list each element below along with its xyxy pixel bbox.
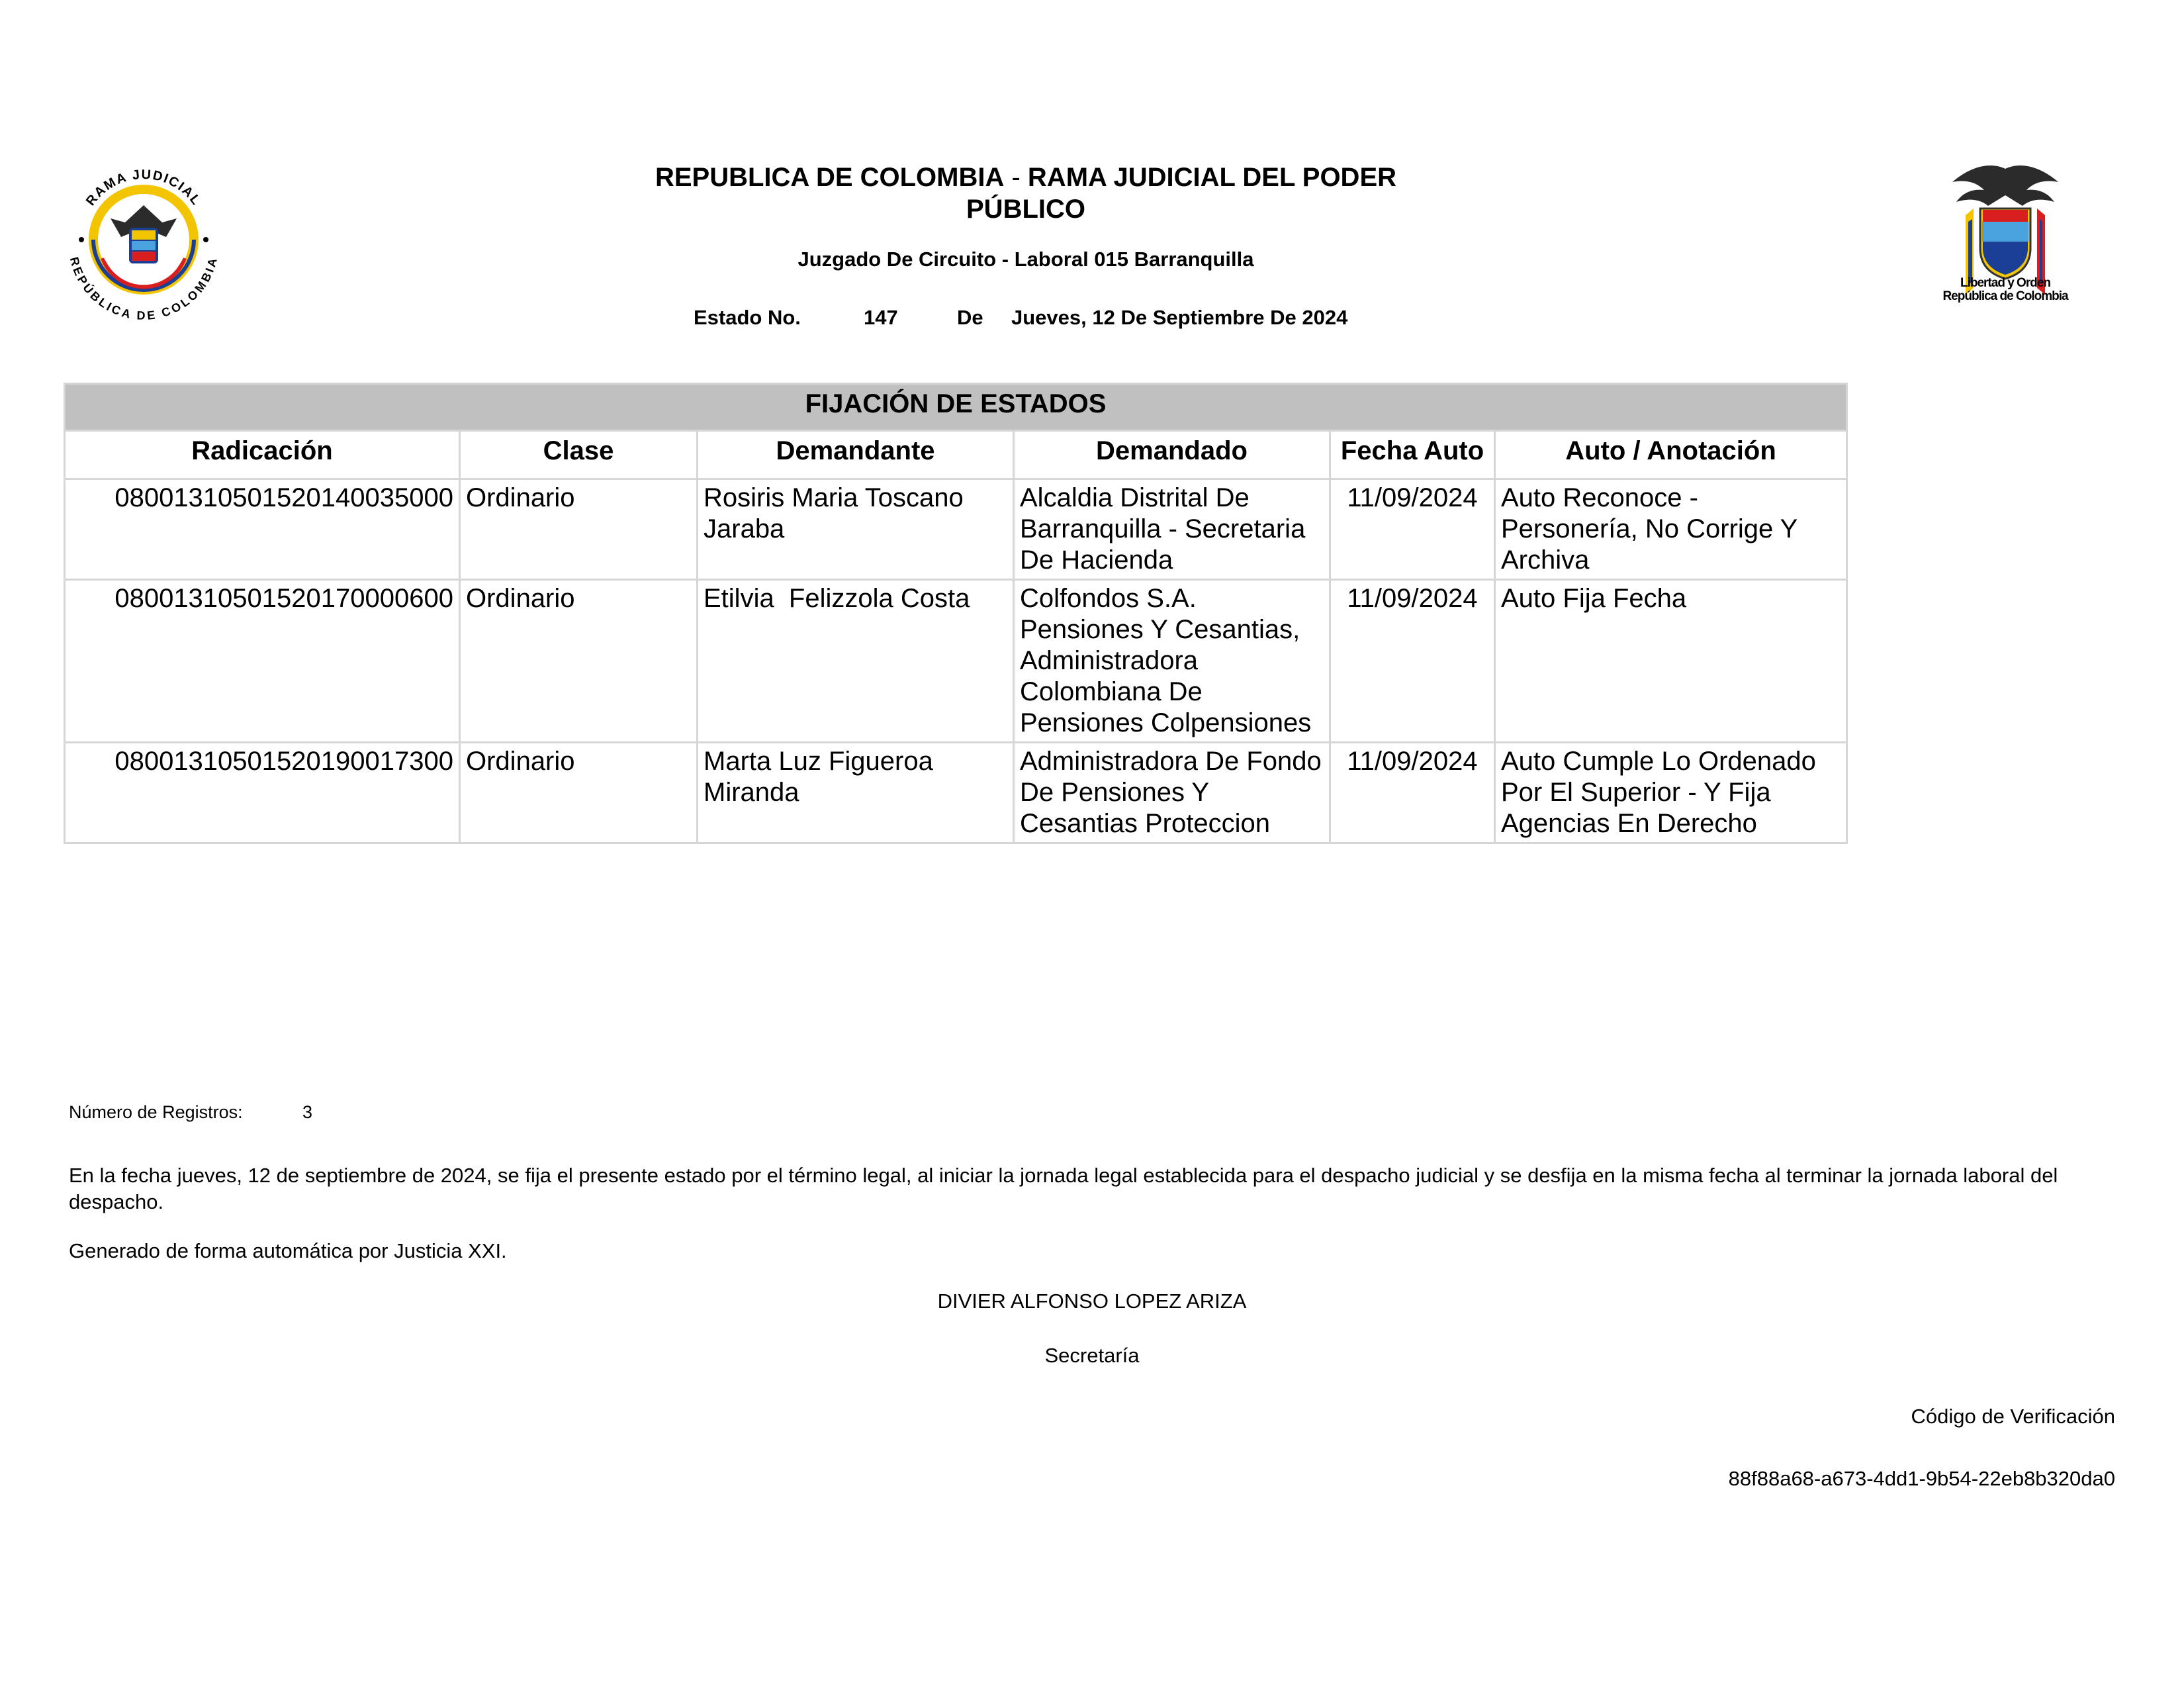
- column-header-clase: Clase: [460, 431, 698, 479]
- column-header-demandado: Demandado: [1014, 431, 1330, 479]
- rama-judicial-seal-logo: [63, 159, 225, 321]
- title-separator: -: [1004, 163, 1028, 192]
- cell-clase: Ordinario: [460, 743, 698, 843]
- cell-clase: Ordinario: [460, 580, 698, 743]
- cell-fecha-auto: 11/09/2024: [1330, 743, 1495, 843]
- table-row: [65, 743, 1847, 843]
- coat-caption-line-1: Libertad y Orden: [1960, 276, 2051, 290]
- cell-radicacion: 08001310501520190017300: [65, 743, 460, 843]
- registros-label: Número de Registros:: [69, 1102, 243, 1122]
- title-part-2: RAMA JUDICIAL DEL PODER: [1027, 163, 1397, 192]
- cell-fecha-auto: 11/09/2024: [1330, 479, 1495, 580]
- seal-bottom-text: REPÚBLICA DE COLOMBIA: [67, 256, 220, 321]
- seal-top-text: RAMA JUDICIAL: [83, 167, 205, 209]
- cell-clase: Ordinario: [460, 479, 698, 580]
- cell-auto-anotacion: Auto Reconoce - Personería, No Corrige Y Archiva: [1495, 479, 1847, 580]
- title-line-2: PÚBLICO: [966, 195, 1085, 224]
- cell-auto-anotacion: Auto Fija Fecha: [1495, 580, 1847, 743]
- cell-fecha-auto: 11/09/2024: [1330, 580, 1495, 743]
- cell-auto-anotacion: Auto Cumple Lo Ordenado Por El Superior - Y Fija Agencias En Derecho: [1495, 743, 1847, 843]
- verification-code-value: 88f88a68-a673-4dd1-9b54-22eb8b320da0: [1728, 1467, 2115, 1490]
- column-header-demandante: Demandante: [698, 431, 1014, 479]
- coat-of-arms-caption: [1906, 277, 2105, 303]
- cell-radicacion: 08001310501520170000600: [65, 580, 460, 743]
- cell-demandado: Alcaldia Distrital De Barranquilla - Secretaria De Hacienda: [1014, 479, 1330, 580]
- cell-demandante: Marta Luz Figueroa Miranda: [698, 743, 1014, 843]
- fijacion-paragraph: En la fecha jueves, 12 de septiembre de 2024, se fija el presente estado por el término legal, al iniciar la jornada legal establecida para el despacho judicial y se desfija en la misma fecha al terminar la jornada laboral del despacho.: [69, 1164, 2058, 1213]
- column-header-fecha-auto: Fecha Auto: [1330, 431, 1495, 479]
- generated-note: Generado de forma automática por Justicia XXI.: [69, 1239, 507, 1262]
- table-row: [65, 580, 1847, 743]
- signer-role: Secretaría: [1044, 1344, 1140, 1367]
- column-header-radicacion: Radicación: [65, 431, 460, 479]
- document-title: [463, 162, 1588, 225]
- title-part-1: REPUBLICA DE COLOMBIA: [655, 163, 1005, 192]
- table-row: [65, 479, 1847, 580]
- table-band-title: FIJACIÓN DE ESTADOS: [65, 384, 1847, 431]
- de-label: De: [957, 306, 983, 329]
- signer-name: DIVIER ALFONSO LOPEZ ARIZA: [937, 1289, 1247, 1313]
- cell-radicacion: 08001310501520140035000: [65, 479, 460, 580]
- estados-table: [64, 383, 1848, 844]
- cell-demandado: Colfondos S.A. Pensiones Y Cesantias, Administradora Colombiana De Pensiones Colpensiones: [1014, 580, 1330, 743]
- cell-demandado: Administradora De Fondo De Pensiones Y Cesantias Proteccion: [1014, 743, 1330, 843]
- estado-number: 147: [864, 306, 898, 329]
- coat-caption-line-2: República de Colombia: [1942, 289, 2068, 303]
- court-name: Juzgado De Circuito - Laboral 015 Barranquilla: [797, 248, 1254, 271]
- column-header-auto-anotacion: Auto / Anotación: [1495, 431, 1847, 479]
- estado-label: Estado No.: [694, 306, 801, 329]
- cell-demandante: Rosiris Maria Toscano Jaraba: [698, 479, 1014, 580]
- cell-demandante: Etilvia Felizzola Costa: [698, 580, 1014, 743]
- verification-code-label: Código de Verificación: [1911, 1405, 2115, 1428]
- estado-date: Jueves, 12 De Septiembre De 2024: [1011, 306, 1348, 329]
- registros-value: 3: [302, 1102, 313, 1122]
